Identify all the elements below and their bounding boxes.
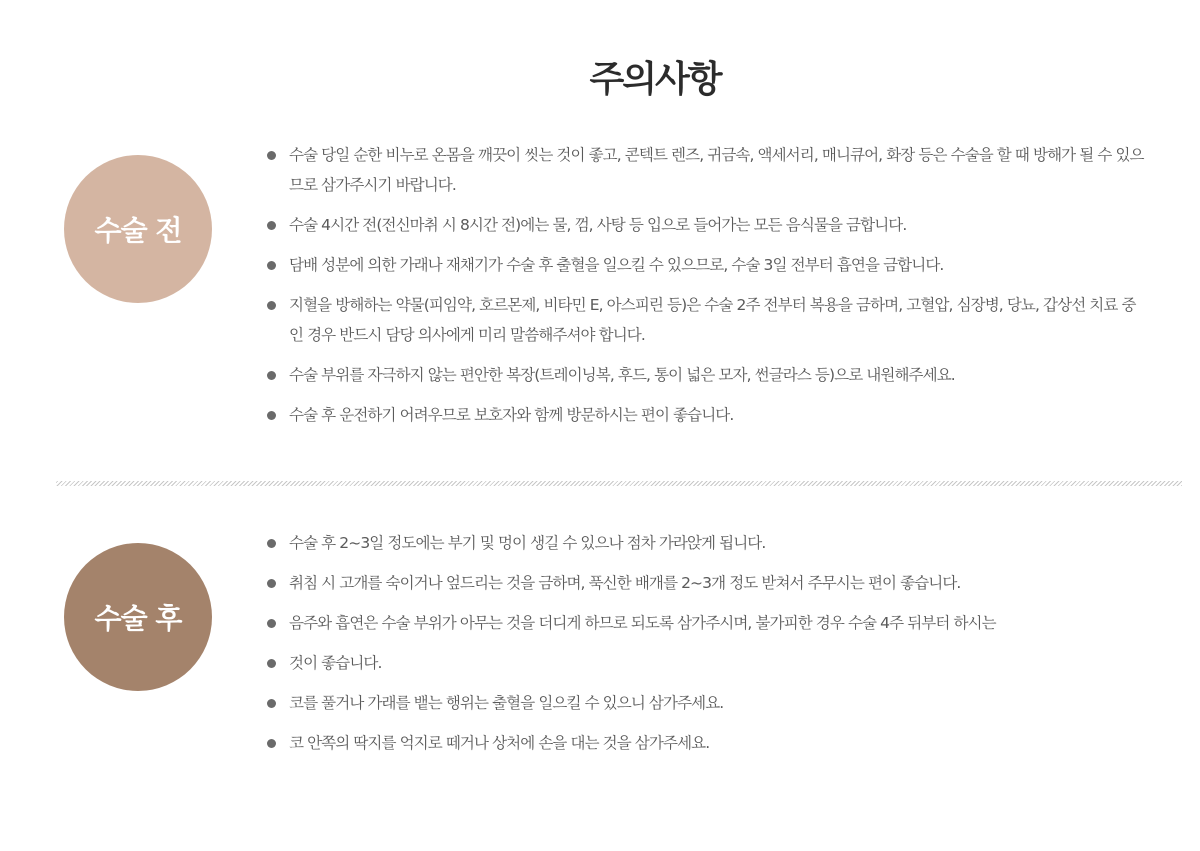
after-surgery-list [266, 528, 1146, 768]
bullet-icon [267, 371, 276, 380]
list-item [266, 608, 1146, 638]
list-item [266, 528, 1146, 558]
page-title: 주의사항 [589, 59, 721, 100]
list-item [266, 648, 1146, 678]
list-item-text: 수술 후 2~3일 정도에는 부기 및 멍이 생길 수 있으나 점차 가라앉게 됩니다. [289, 534, 766, 552]
list-item-text: 음주와 흡연은 수술 부위가 아무는 것을 더디게 하므로 되도록 삼가주시며, 불가피한 경우 수술 4주 뒤부터 하시는 [289, 614, 996, 632]
bullet-icon [267, 221, 276, 230]
list-item [266, 728, 1146, 758]
bullet-icon [267, 619, 276, 628]
list-item-text: 수술 당일 순한 비누로 온몸을 깨끗이 씻는 것이 좋고, 콘텍트 렌즈, 귀금속, 액세서리, 매니큐어, 화장 등은 수술을 할 때 방해가 될 수 있으므로 삼가주시기 바랍니다. [289, 146, 1144, 194]
list-item [266, 400, 1146, 430]
list-item [266, 250, 1146, 280]
before-surgery-badge: 수술 전 [64, 155, 212, 303]
list-item-text: 수술 후 운전하기 어려우므로 보호자와 함께 방문하시는 편이 좋습니다. [289, 406, 734, 424]
list-item-text: 담배 성분에 의한 가래나 재채기가 수술 후 출혈을 일으킬 수 있으므로, 수술 3일 전부터 흡연을 금합니다. [289, 256, 944, 274]
before-surgery-list [266, 140, 1146, 440]
bullet-icon [267, 151, 276, 160]
bullet-icon [267, 699, 276, 708]
bullet-icon [267, 301, 276, 310]
bullet-icon [267, 659, 276, 668]
after-surgery-badge: 수술 후 [64, 543, 212, 691]
list-item [266, 688, 1146, 718]
list-item [266, 210, 1146, 240]
bullet-icon [267, 739, 276, 748]
bullet-icon [267, 261, 276, 270]
list-item-text: 것이 좋습니다. [289, 654, 382, 672]
list-item-text: 수술 부위를 자극하지 않는 편안한 복장(트레이닝복, 후드, 통이 넓은 모자, 썬글라스 등)으로 내원해주세요. [289, 366, 955, 384]
bullet-icon [267, 539, 276, 548]
list-item-text: 코를 풀거나 가래를 뱉는 행위는 출혈을 일으킬 수 있으니 삼가주세요. [289, 694, 724, 712]
list-item [266, 290, 1146, 350]
list-item [266, 360, 1146, 390]
section-divider [56, 481, 1182, 486]
list-item [266, 140, 1146, 200]
list-item-text: 수술 4시간 전(전신마취 시 8시간 전)에는 물, 껌, 사탕 등 입으로 들어가는 모든 음식물을 금합니다. [289, 216, 907, 234]
bullet-icon [267, 579, 276, 588]
list-item-text: 지혈을 방해하는 약물(피임약, 호르몬제, 비타민 E, 아스피린 등)은 수술 2주 전부터 복용을 금하며, 고혈압, 심장병, 당뇨, 갑상선 치료 중인 경우 반드시 담당 의사에게 미리 말씀해주셔야 합니다. [289, 296, 1136, 344]
list-item [266, 568, 1146, 598]
bullet-icon [267, 411, 276, 420]
list-item-text: 코 안쪽의 딱지를 억지로 떼거나 상처에 손을 대는 것을 삼가주세요. [289, 734, 710, 752]
list-item-text: 취침 시 고개를 숙이거나 엎드리는 것을 금하며, 푹신한 배개를 2~3개 정도 받쳐서 주무시는 편이 좋습니다. [289, 574, 961, 592]
